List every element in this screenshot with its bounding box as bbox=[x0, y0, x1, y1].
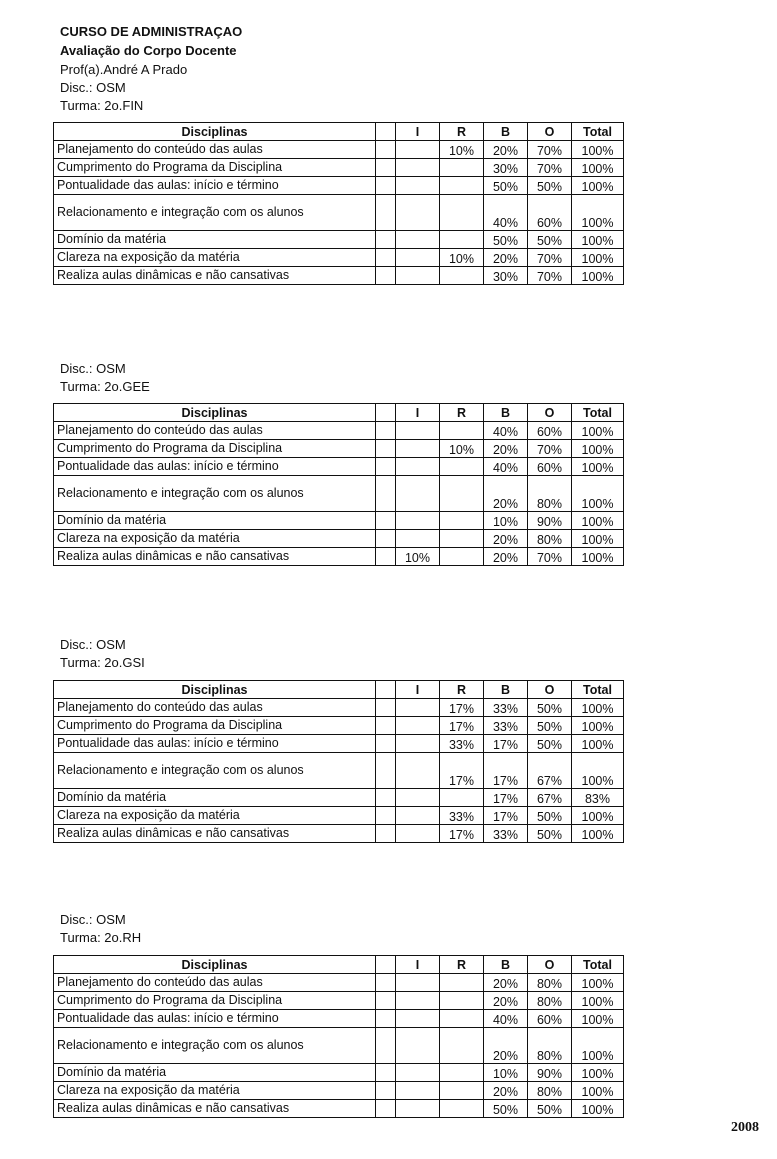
value-cell-b: 30% bbox=[484, 267, 528, 285]
criterion-label: Cumprimento do Programa da Disciplina bbox=[54, 159, 376, 177]
value-cell-r bbox=[440, 992, 484, 1010]
value-cell-b: 20% bbox=[484, 992, 528, 1010]
criterion-label: Relacionamento e integração com os alunos bbox=[54, 476, 376, 512]
value-cell-o: 80% bbox=[528, 476, 572, 512]
value-cell-total: 100% bbox=[572, 807, 624, 825]
value-cell-total: 83% bbox=[572, 789, 624, 807]
value-cell-b: 40% bbox=[484, 1010, 528, 1028]
table-row bbox=[54, 992, 624, 1010]
criterion-label: Clareza na exposição da matéria bbox=[54, 1082, 376, 1100]
table-header-row bbox=[54, 956, 624, 974]
value-cell-o: 60% bbox=[528, 458, 572, 476]
criterion-label: Relacionamento e integração com os alunos bbox=[54, 195, 376, 231]
table-row bbox=[54, 458, 624, 476]
value-cell-o: 50% bbox=[528, 825, 572, 843]
table-row bbox=[54, 735, 624, 753]
evaluation-table-rh bbox=[53, 955, 624, 1118]
value-cell-i bbox=[396, 458, 440, 476]
value-cell-i bbox=[396, 231, 440, 249]
spacer-cell bbox=[376, 231, 396, 249]
value-cell-r bbox=[440, 195, 484, 231]
value-cell-i: 10% bbox=[396, 548, 440, 566]
table-row bbox=[54, 825, 624, 843]
value-cell-i bbox=[396, 177, 440, 195]
value-cell-total: 100% bbox=[572, 267, 624, 285]
value-cell-total: 100% bbox=[572, 195, 624, 231]
criterion-label: Domínio da matéria bbox=[54, 231, 376, 249]
column-header: Total bbox=[572, 404, 624, 422]
criterion-label: Realiza aulas dinâmicas e não cansativas bbox=[54, 825, 376, 843]
table-row bbox=[54, 974, 624, 992]
spacer-cell bbox=[376, 512, 396, 530]
value-cell-o: 70% bbox=[528, 141, 572, 159]
criterion-label: Cumprimento do Programa da Disciplina bbox=[54, 717, 376, 735]
table-row bbox=[54, 476, 624, 512]
value-cell-i bbox=[396, 1010, 440, 1028]
criterion-label: Planejamento do conteúdo das aulas bbox=[54, 699, 376, 717]
table-row bbox=[54, 1010, 624, 1028]
value-cell-b: 20% bbox=[484, 440, 528, 458]
value-cell-b: 50% bbox=[484, 231, 528, 249]
criterion-label: Relacionamento e integração com os alunos bbox=[54, 753, 376, 789]
value-cell-total: 100% bbox=[572, 231, 624, 249]
value-cell-b: 33% bbox=[484, 699, 528, 717]
value-cell-i bbox=[396, 753, 440, 789]
value-cell-i bbox=[396, 195, 440, 231]
value-cell-r bbox=[440, 789, 484, 807]
value-cell-b: 17% bbox=[484, 753, 528, 789]
value-cell-r bbox=[440, 1028, 484, 1064]
column-header: B bbox=[484, 123, 528, 141]
table-header-row bbox=[54, 404, 624, 422]
value-cell-o: 50% bbox=[528, 1100, 572, 1118]
value-cell-r: 17% bbox=[440, 699, 484, 717]
value-cell-b: 17% bbox=[484, 789, 528, 807]
value-cell-b: 40% bbox=[484, 195, 528, 231]
value-cell-i bbox=[396, 1100, 440, 1118]
criterion-label: Domínio da matéria bbox=[54, 1064, 376, 1082]
spacer-cell bbox=[376, 974, 396, 992]
value-cell-i bbox=[396, 1082, 440, 1100]
spacer-cell bbox=[376, 753, 396, 789]
document-header bbox=[60, 22, 242, 79]
value-cell-b: 10% bbox=[484, 512, 528, 530]
table-row bbox=[54, 195, 624, 231]
value-cell-r: 17% bbox=[440, 825, 484, 843]
value-cell-total: 100% bbox=[572, 422, 624, 440]
column-header: I bbox=[396, 681, 440, 699]
column-header: R bbox=[440, 681, 484, 699]
evaluation-table-fin bbox=[53, 122, 624, 285]
value-cell-b: 20% bbox=[484, 548, 528, 566]
value-cell-i bbox=[396, 141, 440, 159]
value-cell-r: 10% bbox=[440, 141, 484, 159]
spacer-cell bbox=[376, 825, 396, 843]
spacer-cell bbox=[376, 458, 396, 476]
class-name: Turma: 2o.GSI bbox=[60, 655, 145, 670]
value-cell-o: 70% bbox=[528, 159, 572, 177]
spacer-cell bbox=[376, 476, 396, 512]
spacer-cell bbox=[376, 177, 396, 195]
value-cell-o: 70% bbox=[528, 267, 572, 285]
value-cell-total: 100% bbox=[572, 992, 624, 1010]
value-cell-total: 100% bbox=[572, 753, 624, 789]
value-cell-r bbox=[440, 1010, 484, 1028]
value-cell-o: 50% bbox=[528, 699, 572, 717]
spacer-cell bbox=[376, 1028, 396, 1064]
evaluation-table-gsi bbox=[53, 680, 624, 843]
value-cell-o: 80% bbox=[528, 1082, 572, 1100]
spacer-cell bbox=[376, 249, 396, 267]
value-cell-b: 17% bbox=[484, 735, 528, 753]
discipline-code: Disc.: OSM bbox=[60, 912, 126, 927]
value-cell-total: 100% bbox=[572, 1064, 624, 1082]
column-header: Disciplinas bbox=[54, 404, 376, 422]
value-cell-o: 60% bbox=[528, 1010, 572, 1028]
value-cell-r: 10% bbox=[440, 440, 484, 458]
column-header: O bbox=[528, 681, 572, 699]
value-cell-total: 100% bbox=[572, 177, 624, 195]
table-row bbox=[54, 530, 624, 548]
spacer-cell bbox=[376, 422, 396, 440]
value-cell-o: 50% bbox=[528, 177, 572, 195]
value-cell-o: 80% bbox=[528, 974, 572, 992]
value-cell-b: 20% bbox=[484, 1082, 528, 1100]
column-header: B bbox=[484, 956, 528, 974]
spacer-cell bbox=[376, 699, 396, 717]
value-cell-total: 100% bbox=[572, 1028, 624, 1064]
class-name: Turma: 2o.GEE bbox=[60, 379, 150, 394]
value-cell-i bbox=[396, 512, 440, 530]
value-cell-b: 20% bbox=[484, 530, 528, 548]
value-cell-total: 100% bbox=[572, 825, 624, 843]
professor-name: Prof(a).André A Prado bbox=[60, 62, 188, 77]
criterion-label: Planejamento do conteúdo das aulas bbox=[54, 974, 376, 992]
value-cell-o: 80% bbox=[528, 530, 572, 548]
value-cell-i bbox=[396, 249, 440, 267]
table-row bbox=[54, 807, 624, 825]
value-cell-total: 100% bbox=[572, 735, 624, 753]
column-header: R bbox=[440, 123, 484, 141]
value-cell-b: 17% bbox=[484, 807, 528, 825]
criterion-label: Domínio da matéria bbox=[54, 512, 376, 530]
criterion-label: Planejamento do conteúdo das aulas bbox=[54, 141, 376, 159]
table-row bbox=[54, 1100, 624, 1118]
discipline-code: Disc.: OSM bbox=[60, 361, 126, 376]
column-header: R bbox=[440, 404, 484, 422]
value-cell-b: 50% bbox=[484, 1100, 528, 1118]
table-row bbox=[54, 1028, 624, 1064]
value-cell-r: 17% bbox=[440, 753, 484, 789]
value-cell-b: 50% bbox=[484, 177, 528, 195]
course-title: CURSO DE ADMINISTRAÇAO bbox=[60, 24, 243, 39]
table-row bbox=[54, 753, 624, 789]
value-cell-o: 90% bbox=[528, 1064, 572, 1082]
table-row bbox=[54, 231, 624, 249]
value-cell-i bbox=[396, 422, 440, 440]
value-cell-b: 20% bbox=[484, 476, 528, 512]
table-row bbox=[54, 141, 624, 159]
value-cell-r bbox=[440, 1100, 484, 1118]
value-cell-o: 50% bbox=[528, 717, 572, 735]
value-cell-b: 40% bbox=[484, 458, 528, 476]
section-1-label bbox=[60, 79, 143, 115]
table-row bbox=[54, 512, 624, 530]
value-cell-r bbox=[440, 422, 484, 440]
spacer-cell bbox=[376, 807, 396, 825]
value-cell-total: 100% bbox=[572, 530, 624, 548]
discipline-code: Disc.: OSM bbox=[60, 637, 126, 652]
value-cell-o: 80% bbox=[528, 1028, 572, 1064]
value-cell-i bbox=[396, 789, 440, 807]
column-header: Disciplinas bbox=[54, 123, 376, 141]
column-header bbox=[376, 123, 396, 141]
value-cell-r: 33% bbox=[440, 807, 484, 825]
value-cell-total: 100% bbox=[572, 512, 624, 530]
evaluation-table-gee bbox=[53, 403, 624, 566]
criterion-label: Cumprimento do Programa da Disciplina bbox=[54, 440, 376, 458]
discipline-code: Disc.: OSM bbox=[60, 80, 126, 95]
value-cell-total: 100% bbox=[572, 141, 624, 159]
value-cell-r bbox=[440, 458, 484, 476]
table-row bbox=[54, 267, 624, 285]
value-cell-r bbox=[440, 267, 484, 285]
value-cell-total: 100% bbox=[572, 1100, 624, 1118]
spacer-cell bbox=[376, 1082, 396, 1100]
class-name: Turma: 2o.FIN bbox=[60, 98, 144, 113]
value-cell-total: 100% bbox=[572, 159, 624, 177]
value-cell-i bbox=[396, 440, 440, 458]
table-row bbox=[54, 249, 624, 267]
table-header-row bbox=[54, 681, 624, 699]
criterion-label: Clareza na exposição da matéria bbox=[54, 530, 376, 548]
column-header: O bbox=[528, 404, 572, 422]
column-header: O bbox=[528, 123, 572, 141]
section-3-label bbox=[60, 636, 145, 672]
value-cell-total: 100% bbox=[572, 1010, 624, 1028]
criterion-label: Relacionamento e integração com os alunos bbox=[54, 1028, 376, 1064]
value-cell-total: 100% bbox=[572, 717, 624, 735]
table-row bbox=[54, 1064, 624, 1082]
spacer-cell bbox=[376, 1100, 396, 1118]
value-cell-o: 67% bbox=[528, 789, 572, 807]
value-cell-i bbox=[396, 735, 440, 753]
column-header: I bbox=[396, 404, 440, 422]
column-header: B bbox=[484, 681, 528, 699]
value-cell-i bbox=[396, 699, 440, 717]
value-cell-i bbox=[396, 267, 440, 285]
value-cell-o: 50% bbox=[528, 807, 572, 825]
column-header: Disciplinas bbox=[54, 956, 376, 974]
value-cell-i bbox=[396, 476, 440, 512]
column-header: Total bbox=[572, 681, 624, 699]
value-cell-o: 70% bbox=[528, 249, 572, 267]
class-name: Turma: 2o.RH bbox=[60, 930, 142, 945]
spacer-cell bbox=[376, 530, 396, 548]
criterion-label: Clareza na exposição da matéria bbox=[54, 807, 376, 825]
spacer-cell bbox=[376, 789, 396, 807]
column-header bbox=[376, 681, 396, 699]
criterion-label: Planejamento do conteúdo das aulas bbox=[54, 422, 376, 440]
value-cell-r bbox=[440, 177, 484, 195]
year-label: 2008 bbox=[731, 1120, 759, 1135]
value-cell-i bbox=[396, 1028, 440, 1064]
value-cell-total: 100% bbox=[572, 476, 624, 512]
table-row bbox=[54, 440, 624, 458]
criterion-label: Realiza aulas dinâmicas e não cansativas bbox=[54, 548, 376, 566]
value-cell-b: 33% bbox=[484, 825, 528, 843]
column-header: Disciplinas bbox=[54, 681, 376, 699]
value-cell-b: 20% bbox=[484, 141, 528, 159]
table-row bbox=[54, 699, 624, 717]
table-row bbox=[54, 789, 624, 807]
value-cell-o: 70% bbox=[528, 548, 572, 566]
value-cell-i bbox=[396, 825, 440, 843]
value-cell-r bbox=[440, 231, 484, 249]
value-cell-b: 20% bbox=[484, 249, 528, 267]
table-row bbox=[54, 1082, 624, 1100]
criterion-label: Cumprimento do Programa da Disciplina bbox=[54, 992, 376, 1010]
value-cell-total: 100% bbox=[572, 1082, 624, 1100]
criterion-label: Realiza aulas dinâmicas e não cansativas bbox=[54, 1100, 376, 1118]
spacer-cell bbox=[376, 141, 396, 159]
table-row bbox=[54, 717, 624, 735]
value-cell-r bbox=[440, 512, 484, 530]
column-header: O bbox=[528, 956, 572, 974]
value-cell-total: 100% bbox=[572, 548, 624, 566]
value-cell-b: 33% bbox=[484, 717, 528, 735]
value-cell-o: 60% bbox=[528, 195, 572, 231]
value-cell-r bbox=[440, 1064, 484, 1082]
value-cell-i bbox=[396, 530, 440, 548]
value-cell-r bbox=[440, 548, 484, 566]
criterion-label: Pontualidade das aulas: início e término bbox=[54, 458, 376, 476]
value-cell-b: 10% bbox=[484, 1064, 528, 1082]
spacer-cell bbox=[376, 440, 396, 458]
spacer-cell bbox=[376, 1010, 396, 1028]
spacer-cell bbox=[376, 159, 396, 177]
table-row bbox=[54, 159, 624, 177]
column-header: B bbox=[484, 404, 528, 422]
column-header bbox=[376, 956, 396, 974]
spacer-cell bbox=[376, 1064, 396, 1082]
column-header: Total bbox=[572, 123, 624, 141]
value-cell-i bbox=[396, 974, 440, 992]
value-cell-r: 17% bbox=[440, 717, 484, 735]
spacer-cell bbox=[376, 195, 396, 231]
value-cell-o: 80% bbox=[528, 992, 572, 1010]
table-row bbox=[54, 177, 624, 195]
value-cell-b: 20% bbox=[484, 974, 528, 992]
value-cell-total: 100% bbox=[572, 458, 624, 476]
column-header bbox=[376, 404, 396, 422]
value-cell-total: 100% bbox=[572, 699, 624, 717]
value-cell-i bbox=[396, 992, 440, 1010]
spacer-cell bbox=[376, 267, 396, 285]
value-cell-r bbox=[440, 1082, 484, 1100]
criterion-label: Pontualidade das aulas: início e término bbox=[54, 735, 376, 753]
criterion-label: Domínio da matéria bbox=[54, 789, 376, 807]
value-cell-i bbox=[396, 807, 440, 825]
column-header: Total bbox=[572, 956, 624, 974]
value-cell-r bbox=[440, 476, 484, 512]
criterion-label: Pontualidade das aulas: início e término bbox=[54, 1010, 376, 1028]
value-cell-b: 30% bbox=[484, 159, 528, 177]
value-cell-o: 70% bbox=[528, 440, 572, 458]
value-cell-o: 50% bbox=[528, 735, 572, 753]
table-header-row bbox=[54, 123, 624, 141]
evaluation-title: Avaliação do Corpo Docente bbox=[60, 43, 237, 58]
value-cell-r bbox=[440, 974, 484, 992]
value-cell-r bbox=[440, 159, 484, 177]
value-cell-total: 100% bbox=[572, 440, 624, 458]
criterion-label: Clareza na exposição da matéria bbox=[54, 249, 376, 267]
value-cell-total: 100% bbox=[572, 249, 624, 267]
value-cell-r bbox=[440, 530, 484, 548]
section-2-label bbox=[60, 360, 150, 396]
table-row bbox=[54, 422, 624, 440]
value-cell-o: 50% bbox=[528, 231, 572, 249]
spacer-cell bbox=[376, 548, 396, 566]
value-cell-r: 10% bbox=[440, 249, 484, 267]
column-header: I bbox=[396, 956, 440, 974]
value-cell-o: 90% bbox=[528, 512, 572, 530]
value-cell-o: 67% bbox=[528, 753, 572, 789]
spacer-cell bbox=[376, 735, 396, 753]
value-cell-i bbox=[396, 1064, 440, 1082]
table-row bbox=[54, 548, 624, 566]
section-4-label bbox=[60, 911, 141, 947]
criterion-label: Pontualidade das aulas: início e término bbox=[54, 177, 376, 195]
value-cell-b: 40% bbox=[484, 422, 528, 440]
value-cell-r: 33% bbox=[440, 735, 484, 753]
value-cell-b: 20% bbox=[484, 1028, 528, 1064]
value-cell-i bbox=[396, 159, 440, 177]
spacer-cell bbox=[376, 717, 396, 735]
value-cell-i bbox=[396, 717, 440, 735]
value-cell-o: 60% bbox=[528, 422, 572, 440]
criterion-label: Realiza aulas dinâmicas e não cansativas bbox=[54, 267, 376, 285]
column-header: I bbox=[396, 123, 440, 141]
column-header: R bbox=[440, 956, 484, 974]
value-cell-total: 100% bbox=[572, 974, 624, 992]
spacer-cell bbox=[376, 992, 396, 1010]
